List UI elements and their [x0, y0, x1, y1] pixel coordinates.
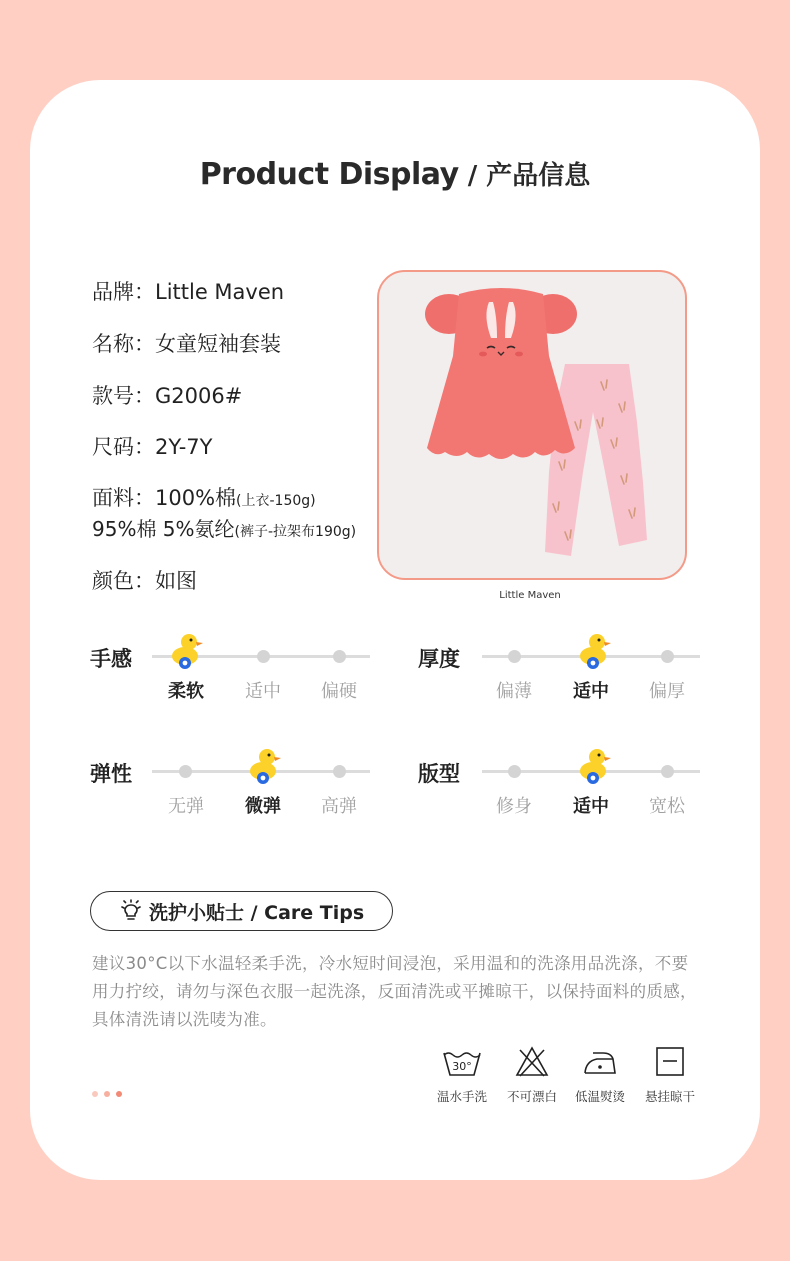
duck-indicator-icon	[246, 745, 282, 785]
care-tips-pill	[90, 891, 393, 931]
spec-name	[92, 328, 281, 358]
title-en: Product Display	[199, 157, 459, 192]
scale-feel-option: 适中	[245, 681, 281, 702]
spec-style-label: 款号：	[92, 384, 155, 408]
scale-feel-option: 偏硬	[321, 681, 357, 702]
spec-style-value: G2006#	[155, 384, 243, 408]
spec-fabric-label: 面料：	[92, 486, 155, 510]
care-icon-no-bleach	[500, 1045, 564, 1105]
spec-color-label: 颜色：	[92, 569, 155, 593]
scale-fit-label: 版型	[418, 762, 460, 786]
duck-indicator-icon	[576, 745, 612, 785]
pager-dot	[104, 1091, 110, 1097]
spec-fabric	[92, 482, 316, 512]
no-bleach-icon	[514, 1045, 550, 1079]
scale-feel-dot	[257, 650, 270, 663]
spec-brand-label: 品牌：	[92, 280, 155, 304]
care-icon-label: 悬挂晾干	[644, 1089, 695, 1104]
scale-thickness-option: 偏薄	[496, 681, 532, 702]
scale-feel-option: 柔软	[168, 681, 204, 702]
care-icon-label: 低温熨烫	[574, 1089, 625, 1104]
scale-thickness-option: 偏厚	[649, 681, 685, 702]
care-icon-hang-dry	[638, 1045, 702, 1105]
spec-fabric-line2	[92, 513, 356, 542]
title-sep: /	[458, 161, 487, 191]
pager-dot	[116, 1091, 122, 1097]
scale-feel-label: 手感	[90, 647, 132, 671]
scale-feel-dot	[333, 650, 346, 663]
spec-brand-value: Little Maven	[155, 280, 285, 304]
lightbulb-icon	[119, 899, 143, 923]
spec-name-value: 女童短袖套装	[155, 332, 281, 356]
outfit-illustration	[379, 272, 685, 578]
hand-wash-temp: 30°	[452, 1060, 472, 1073]
scale-fit-option: 宽松	[649, 796, 685, 817]
spec-size-label: 尺码：	[92, 435, 155, 459]
care-icon-label: 温水手洗	[436, 1089, 487, 1104]
duck-indicator-icon	[576, 630, 612, 670]
spec-color	[92, 565, 197, 595]
spec-fabric-note2: (裤子-拉架布190g)	[234, 524, 357, 540]
hand-wash-30-icon	[441, 1045, 483, 1079]
spec-style	[92, 380, 242, 410]
scale-thickness-label: 厚度	[418, 647, 460, 671]
duck-indicator-icon	[168, 630, 204, 670]
low-iron-icon	[581, 1045, 619, 1079]
spec-size	[92, 431, 212, 461]
pager-dot	[92, 1091, 98, 1097]
title-zh: 产品信息	[486, 161, 591, 191]
pager-dots	[92, 1091, 122, 1097]
scale-elasticity-label: 弹性	[90, 762, 132, 786]
scale-fit-dot	[508, 765, 521, 778]
photo-caption: Little Maven	[499, 590, 561, 601]
spec-color-value: 如图	[155, 569, 197, 593]
spec-fabric-note: (上衣-150g)	[236, 493, 316, 509]
care-icon-label: 不可漂白	[506, 1089, 557, 1104]
spec-name-label: 名称：	[92, 332, 155, 356]
scale-elasticity-dot	[333, 765, 346, 778]
spec-brand	[92, 276, 284, 306]
scale-elasticity-option: 无弹	[168, 796, 204, 817]
scale-elasticity-dot	[179, 765, 192, 778]
spec-size-value: 2Y-7Y	[155, 435, 213, 459]
page-title	[0, 155, 790, 192]
scale-elasticity-option: 高弹	[321, 796, 357, 817]
care-icon-low-iron	[568, 1045, 632, 1105]
care-tips-text: 建议30°C以下水温轻柔手洗，冷水短时间浸泡，采用温和的洗涤用品洗涤，不要用力拧绞，请勿与深色衣服一起洗涤，反面清洗或平摊晾干，以保持面料的质感，具体清洗请以洗唛为准。	[92, 954, 697, 1029]
care-icon-hand-wash	[430, 1045, 494, 1105]
spec-fabric-value: 100%棉	[155, 486, 237, 510]
scale-thickness-dot	[508, 650, 521, 663]
scale-fit-dot	[661, 765, 674, 778]
scale-fit-option: 修身	[496, 796, 532, 817]
hang-dry-icon	[653, 1045, 687, 1079]
product-photo	[377, 270, 687, 580]
scale-thickness-option: 适中	[573, 681, 609, 702]
scale-elasticity-option: 微弹	[245, 796, 281, 817]
spec-fabric-line2-value: 95%棉 5%氨纶	[92, 517, 235, 541]
scale-thickness-dot	[661, 650, 674, 663]
scale-fit-option: 适中	[573, 796, 609, 817]
care-tips-title: 洗护小贴士 / Care Tips	[149, 901, 365, 924]
